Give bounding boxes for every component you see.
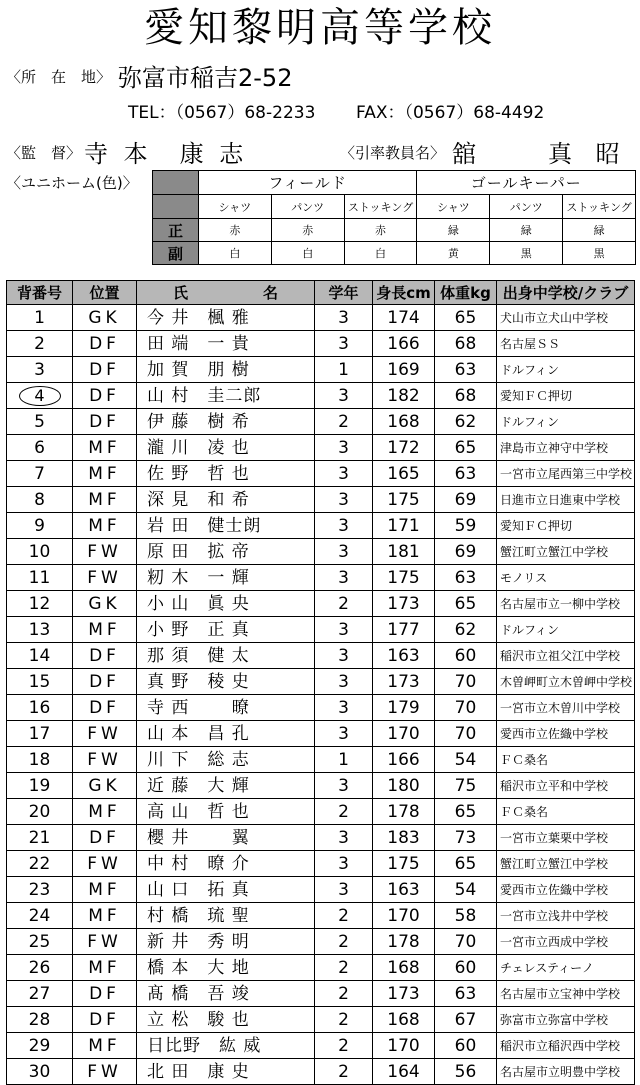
player-club: 愛知ＦＣ押切 [497, 383, 635, 409]
player-weight: 67 [435, 1007, 497, 1033]
player-name: 髙 橋 吾 竣 [137, 981, 315, 1007]
player-position: FW [73, 539, 137, 565]
player-position: FW [73, 1059, 137, 1085]
player-name: 原 田 拡 帝 [137, 539, 315, 565]
player-weight: 60 [435, 643, 497, 669]
player-position: GK [73, 305, 137, 331]
player-name: 近 藤 大 輝 [137, 773, 315, 799]
player-position: DF [73, 981, 137, 1007]
player-club: 稲沢市立祖父江中学校 [497, 643, 635, 669]
player-position: DF [73, 357, 137, 383]
player-weight: 58 [435, 903, 497, 929]
player-weight: 73 [435, 825, 497, 851]
player-position: DF [73, 825, 137, 851]
player-name: 山 本 昌 孔 [137, 721, 315, 747]
captain-mark: 4 [19, 386, 61, 406]
player-position: MF [73, 1033, 137, 1059]
player-height: 166 [373, 747, 435, 773]
player-club: モノリス [497, 565, 635, 591]
player-height: 181 [373, 539, 435, 565]
player-club: 愛西市立佐織中学校 [497, 877, 635, 903]
table-row [7, 877, 635, 903]
player-name: 小 山 眞 央 [137, 591, 315, 617]
table-row [7, 721, 635, 747]
table-row [7, 1059, 635, 1085]
player-weight: 54 [435, 877, 497, 903]
uniform-primary-label: 正 [153, 219, 199, 242]
player-position: MF [73, 877, 137, 903]
table-row [7, 669, 635, 695]
player-name: 橋 本 大 地 [137, 955, 315, 981]
player-number: 11 [7, 565, 73, 591]
player-number: 21 [7, 825, 73, 851]
player-height: 173 [373, 591, 435, 617]
player-club: 一宮市立木曽川中学校 [497, 695, 635, 721]
player-weight: 63 [435, 565, 497, 591]
player-name: 山 口 拓 真 [137, 877, 315, 903]
player-height: 168 [373, 955, 435, 981]
player-position: DF [73, 383, 137, 409]
uniform-color-cell: 白 [344, 242, 417, 265]
uniform-table [152, 170, 636, 265]
player-height: 177 [373, 617, 435, 643]
player-number: 27 [7, 981, 73, 1007]
player-position: MF [73, 461, 137, 487]
player-number: 6 [7, 435, 73, 461]
player-number: 25 [7, 929, 73, 955]
table-row [7, 695, 635, 721]
player-year: 2 [315, 799, 373, 825]
player-height: 178 [373, 799, 435, 825]
player-position: DF [73, 643, 137, 669]
item-gk-pants: パンツ [490, 195, 563, 219]
player-year: 3 [315, 305, 373, 331]
player-club: 蟹江町立蟹江中学校 [497, 851, 635, 877]
player-weight: 65 [435, 305, 497, 331]
header-name: 氏 名 [137, 281, 315, 305]
table-row [7, 357, 635, 383]
player-position: MF [73, 799, 137, 825]
player-number: 5 [7, 409, 73, 435]
player-weight: 56 [435, 1059, 497, 1085]
player-year: 2 [315, 1033, 373, 1059]
player-height: 166 [373, 331, 435, 357]
tel-number: TEL：（0567）68-2233 [128, 103, 316, 123]
player-name: 櫻 井 翼 [137, 825, 315, 851]
player-club: 津島市立神守中学校 [497, 435, 635, 461]
player-weight: 65 [435, 799, 497, 825]
player-weight: 75 [435, 773, 497, 799]
player-name: 中 村 暸 介 [137, 851, 315, 877]
player-position: FW [73, 851, 137, 877]
player-height: 175 [373, 851, 435, 877]
roster-table [6, 280, 635, 1085]
table-row [7, 799, 635, 825]
player-year: 3 [315, 643, 373, 669]
player-year: 1 [315, 357, 373, 383]
item-field-shirt: シャツ [198, 195, 271, 219]
player-weight: 60 [435, 1033, 497, 1059]
player-number: 1 [7, 305, 73, 331]
table-row [7, 487, 635, 513]
player-height: 163 [373, 877, 435, 903]
player-number: 30 [7, 1059, 73, 1085]
player-height: 171 [373, 513, 435, 539]
player-name: 新 井 秀 明 [137, 929, 315, 955]
coach-label: 〈引率教員名〉 [340, 144, 446, 162]
player-weight: 70 [435, 669, 497, 695]
player-weight: 68 [435, 331, 497, 357]
player-number: 13 [7, 617, 73, 643]
player-number: 24 [7, 903, 73, 929]
player-height: 168 [373, 1007, 435, 1033]
player-weight: 63 [435, 981, 497, 1007]
coach-name: 舘 真 昭 [452, 140, 628, 168]
player-number: 7 [7, 461, 73, 487]
table-row [7, 903, 635, 929]
player-number: 9 [7, 513, 73, 539]
player-height: 168 [373, 409, 435, 435]
header-height: 身長cm [373, 281, 435, 305]
player-name: 真 野 稜 史 [137, 669, 315, 695]
player-position: MF [73, 435, 137, 461]
table-row [7, 409, 635, 435]
table-row [7, 383, 635, 409]
table-row [7, 591, 635, 617]
player-name: 伊 藤 樹 希 [137, 409, 315, 435]
player-position: DF [73, 331, 137, 357]
player-height: 172 [373, 435, 435, 461]
player-position: MF [73, 487, 137, 513]
player-club: ドルフィン [497, 617, 635, 643]
header-year: 学年 [315, 281, 373, 305]
item-field-pants: パンツ [271, 195, 344, 219]
table-row [7, 981, 635, 1007]
player-name: 山 村 圭二郎 [137, 383, 315, 409]
player-position: DF [73, 669, 137, 695]
table-row [7, 955, 635, 981]
player-weight: 54 [435, 747, 497, 773]
player-number: 26 [7, 955, 73, 981]
player-name: 村 橋 琉 聖 [137, 903, 315, 929]
player-year: 2 [315, 1059, 373, 1085]
player-number: 17 [7, 721, 73, 747]
fax-number: FAX：（0567）68-4492 [356, 103, 545, 123]
uniform-color-cell: 緑 [417, 219, 490, 242]
table-row [7, 617, 635, 643]
player-year: 3 [315, 331, 373, 357]
player-number: 16 [7, 695, 73, 721]
player-height: 173 [373, 981, 435, 1007]
player-year: 3 [315, 825, 373, 851]
player-club: ＦＣ桑名 [497, 799, 635, 825]
player-number: 15 [7, 669, 73, 695]
player-club: 弥富市立弥富中学校 [497, 1007, 635, 1033]
player-number: 18 [7, 747, 73, 773]
player-year: 3 [315, 539, 373, 565]
player-height: 183 [373, 825, 435, 851]
player-club: 名古屋市立明豊中学校 [497, 1059, 635, 1085]
player-height: 164 [373, 1059, 435, 1085]
uniform-color-cell: 赤 [271, 219, 344, 242]
player-weight: 65 [435, 851, 497, 877]
player-club: 稲沢市立稲沢西中学校 [497, 1033, 635, 1059]
table-row [7, 747, 635, 773]
player-year: 3 [315, 487, 373, 513]
uniform-corner [153, 195, 199, 219]
player-number: 10 [7, 539, 73, 565]
player-year: 2 [315, 591, 373, 617]
table-row [7, 435, 635, 461]
table-row [7, 513, 635, 539]
item-field-socks: ストッキング [344, 195, 417, 219]
player-position: DF [73, 409, 137, 435]
player-year: 3 [315, 565, 373, 591]
player-height: 170 [373, 721, 435, 747]
player-weight: 63 [435, 461, 497, 487]
player-position: MF [73, 513, 137, 539]
player-height: 170 [373, 903, 435, 929]
table-row [7, 773, 635, 799]
table-row [7, 461, 635, 487]
player-year: 2 [315, 929, 373, 955]
uniform-color-cell: 赤 [198, 219, 271, 242]
player-position: GK [73, 591, 137, 617]
player-weight: 63 [435, 357, 497, 383]
table-row [7, 643, 635, 669]
player-year: 3 [315, 383, 373, 409]
player-position: FW [73, 721, 137, 747]
player-year: 3 [315, 773, 373, 799]
player-name: 立 松 駿 也 [137, 1007, 315, 1033]
uniform-color-cell: 黒 [563, 242, 636, 265]
player-height: 169 [373, 357, 435, 383]
table-row [7, 305, 635, 331]
player-year: 3 [315, 877, 373, 903]
player-year: 3 [315, 851, 373, 877]
player-weight: 69 [435, 487, 497, 513]
player-position: MF [73, 903, 137, 929]
uniform-color-cell: 白 [198, 242, 271, 265]
player-club: 愛知ＦＣ押切 [497, 513, 635, 539]
player-club: 愛西市立佐織中学校 [497, 721, 635, 747]
player-name: 佐 野 哲 也 [137, 461, 315, 487]
player-number [7, 383, 73, 409]
player-name: 深 見 和 希 [137, 487, 315, 513]
player-height: 163 [373, 643, 435, 669]
player-name: 瀧 川 凌 也 [137, 435, 315, 461]
player-height: 175 [373, 487, 435, 513]
player-number: 19 [7, 773, 73, 799]
player-number: 20 [7, 799, 73, 825]
player-club: チェレスティーノ [497, 955, 635, 981]
player-position: GK [73, 773, 137, 799]
player-weight: 59 [435, 513, 497, 539]
table-row [7, 851, 635, 877]
player-position: FW [73, 929, 137, 955]
director-name: 寺 本 康 志 [84, 140, 248, 168]
player-number: 12 [7, 591, 73, 617]
player-position: DF [73, 1007, 137, 1033]
player-name: 寺 西 暸 [137, 695, 315, 721]
player-number: 14 [7, 643, 73, 669]
table-row [7, 539, 635, 565]
player-club: 一宮市立葉栗中学校 [497, 825, 635, 851]
address-value: 弥富市稲吉2-52 [118, 64, 293, 92]
player-name: 今 井 楓 雅 [137, 305, 315, 331]
player-number: 23 [7, 877, 73, 903]
player-year: 2 [315, 981, 373, 1007]
player-height: 174 [373, 305, 435, 331]
player-year: 1 [315, 747, 373, 773]
player-club: 一宮市立西成中学校 [497, 929, 635, 955]
player-club: ドルフィン [497, 409, 635, 435]
player-club: 一宮市立尾西第三中学校 [497, 461, 635, 487]
header-club: 出身中学校/クラブ [497, 281, 635, 305]
table-row [7, 825, 635, 851]
player-weight: 65 [435, 435, 497, 461]
player-weight: 65 [435, 591, 497, 617]
player-position: MF [73, 955, 137, 981]
player-height: 178 [373, 929, 435, 955]
table-row [7, 331, 635, 357]
player-year: 3 [315, 435, 373, 461]
player-year: 2 [315, 409, 373, 435]
uniform-color-cell: 緑 [490, 219, 563, 242]
school-title: 愛知黎明高等学校 [144, 5, 496, 51]
uniform-secondary-label: 副 [153, 242, 199, 265]
player-height: 173 [373, 669, 435, 695]
player-name: 籾 木 一 輝 [137, 565, 315, 591]
player-year: 2 [315, 955, 373, 981]
player-number: 22 [7, 851, 73, 877]
table-row [7, 565, 635, 591]
player-club: 名古屋ＳＳ [497, 331, 635, 357]
player-name: 岩 田 健士朗 [137, 513, 315, 539]
player-weight: 70 [435, 721, 497, 747]
table-row [7, 929, 635, 955]
uniform-color-cell: 白 [271, 242, 344, 265]
player-year: 2 [315, 903, 373, 929]
player-weight: 69 [435, 539, 497, 565]
player-position: FW [73, 565, 137, 591]
player-position: MF [73, 617, 137, 643]
player-height: 175 [373, 565, 435, 591]
uniform-corner [153, 171, 199, 195]
player-name: 加 賀 朋 樹 [137, 357, 315, 383]
player-year: 3 [315, 513, 373, 539]
player-height: 182 [373, 383, 435, 409]
player-weight: 60 [435, 955, 497, 981]
item-gk-socks: ストッキング [563, 195, 636, 219]
table-row [7, 1007, 635, 1033]
player-name: 川 下 総 志 [137, 747, 315, 773]
player-height: 180 [373, 773, 435, 799]
player-number: 28 [7, 1007, 73, 1033]
uniform-color-cell: 赤 [344, 219, 417, 242]
player-number: 8 [7, 487, 73, 513]
player-club: 稲沢市立平和中学校 [497, 773, 635, 799]
player-club: 日進市立日進東中学校 [497, 487, 635, 513]
player-club: ドルフィン [497, 357, 635, 383]
player-club: 木曽岬町立木曽岬中学校 [497, 669, 635, 695]
player-year: 3 [315, 695, 373, 721]
player-club: ＦＣ桑名 [497, 747, 635, 773]
roster-body [7, 305, 635, 1085]
player-height: 179 [373, 695, 435, 721]
player-number: 3 [7, 357, 73, 383]
player-year: 3 [315, 461, 373, 487]
player-club: 名古屋市立宝神中学校 [497, 981, 635, 1007]
player-weight: 62 [435, 617, 497, 643]
player-year: 3 [315, 669, 373, 695]
player-name: 小 野 正 真 [137, 617, 315, 643]
player-name: 北 田 康 史 [137, 1059, 315, 1085]
director-label: 〈監 督〉 [6, 144, 82, 162]
player-weight: 68 [435, 383, 497, 409]
player-height: 165 [373, 461, 435, 487]
player-name: 田 端 一 貴 [137, 331, 315, 357]
player-position: DF [73, 695, 137, 721]
item-gk-shirt: シャツ [417, 195, 490, 219]
player-height: 170 [373, 1033, 435, 1059]
player-club: 蟹江町立蟹江中学校 [497, 539, 635, 565]
player-weight: 70 [435, 929, 497, 955]
player-year: 3 [315, 721, 373, 747]
player-number: 2 [7, 331, 73, 357]
gk-header: ゴールキーパー [417, 171, 636, 195]
field-header: フィールド [198, 171, 417, 195]
player-year: 2 [315, 1007, 373, 1033]
uniform-color-cell: 黄 [417, 242, 490, 265]
player-weight: 70 [435, 695, 497, 721]
header-number: 背番号 [7, 281, 73, 305]
player-club: 犬山市立犬山中学校 [497, 305, 635, 331]
player-year: 3 [315, 617, 373, 643]
player-club: 一宮市立浅井中学校 [497, 903, 635, 929]
player-name: 高 山 哲 也 [137, 799, 315, 825]
header-weight: 体重kg [435, 281, 497, 305]
player-name: 日比野 紘 威 [137, 1033, 315, 1059]
uniform-label: 〈ユニホーム(色)〉 [6, 174, 138, 192]
header-position: 位置 [73, 281, 137, 305]
table-row [7, 1033, 635, 1059]
player-club: 名古屋市立一柳中学校 [497, 591, 635, 617]
player-name: 那 須 健 太 [137, 643, 315, 669]
player-position: FW [73, 747, 137, 773]
player-number: 29 [7, 1033, 73, 1059]
player-weight: 62 [435, 409, 497, 435]
address-label: 〈所 在 地〉 [6, 68, 112, 86]
uniform-color-cell: 黒 [490, 242, 563, 265]
uniform-color-cell: 緑 [563, 219, 636, 242]
